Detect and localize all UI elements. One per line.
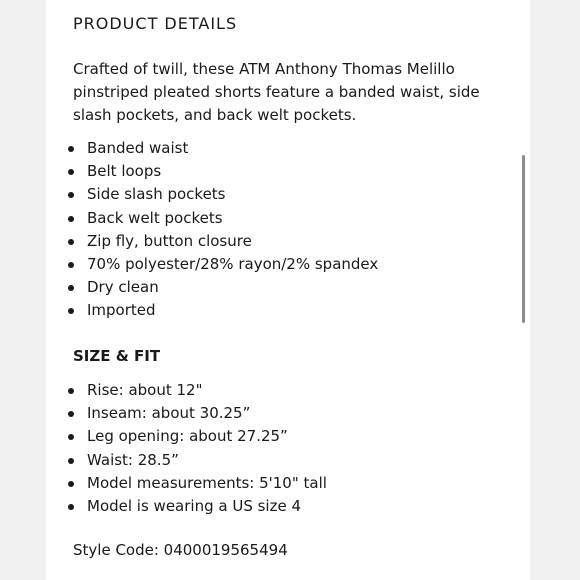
size-fit-heading: SIZE & FIT xyxy=(73,347,161,365)
list-item: Model measurements: 5'10" tall xyxy=(87,472,327,495)
list-item: Back welt pockets xyxy=(87,207,378,230)
list-item: 70% polyester/28% rayon/2% spandex xyxy=(87,253,378,276)
list-item: Waist: 28.5” xyxy=(87,449,327,472)
style-code: Style Code: 0400019565494 xyxy=(73,541,288,559)
product-details-heading: PRODUCT DETAILS xyxy=(73,14,238,33)
list-item: Leg opening: about 27.25” xyxy=(87,425,327,448)
list-item: Zip fly, button closure xyxy=(87,230,378,253)
scrollbar[interactable] xyxy=(522,155,525,323)
list-item: Dry clean xyxy=(87,276,378,299)
list-item: Rise: about 12" xyxy=(87,379,327,402)
list-item: Side slash pockets xyxy=(87,183,378,206)
list-item: Belt loops xyxy=(87,160,378,183)
product-description: Crafted of twill, these ATM Anthony Thomas Melillo pinstriped pleated shorts feature a banded waist, side slash pockets, and back welt pockets. xyxy=(73,60,480,124)
features-list xyxy=(87,137,378,323)
size-fit-list xyxy=(87,379,327,518)
list-item: Model is wearing a US size 4 xyxy=(87,495,327,518)
list-item: Inseam: about 30.25” xyxy=(87,402,327,425)
list-item: Banded waist xyxy=(87,137,378,160)
list-item: Imported xyxy=(87,299,378,322)
